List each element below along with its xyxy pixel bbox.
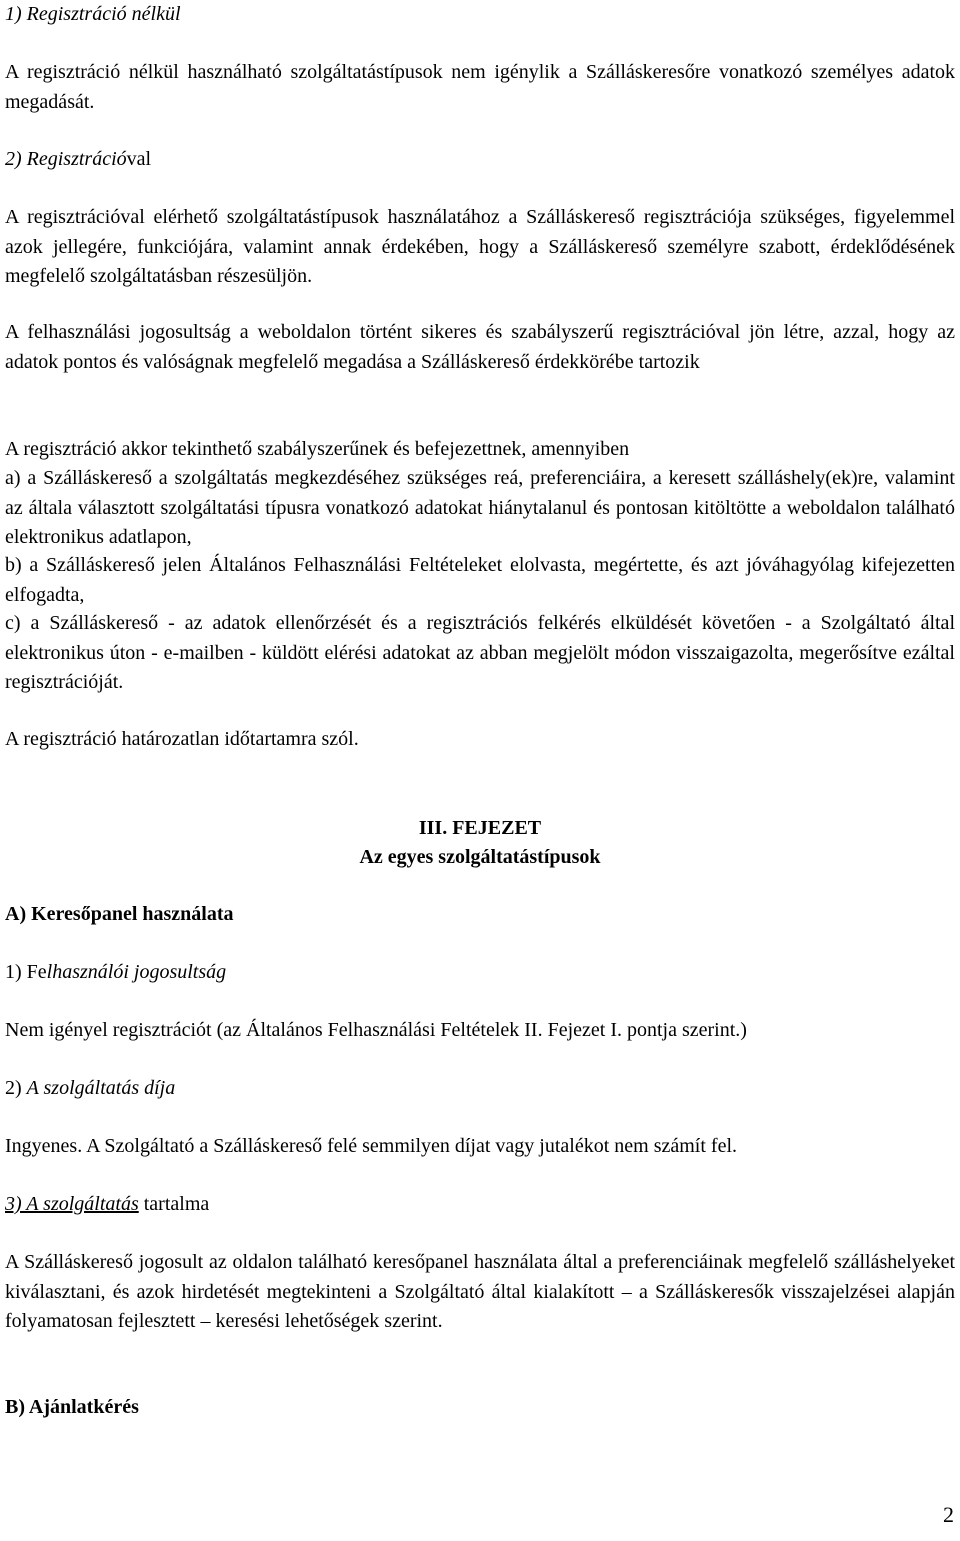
sectionA-sub3-heading (5, 1190, 955, 1220)
sectionA-sub1-prefix: 1) Fe (5, 961, 47, 983)
section2-item-b: b) a Szálláskereső jelen Általános Felhasználási Feltételeket elolvasta, megértette, és azt jóváhagyólag kifejezetten elfogadta, (5, 554, 955, 606)
section2-paragraph-2: A felhasználási jogosultság a weboldalon történt sikeres és szabályszerű regisztrációval jön létre, azzal, hogy az adatok pontos és valóságnak megfelelő megadása a Szálláskereső érdekkörébe tartozik (5, 321, 955, 373)
section2-paragraph-1: A regisztrációval elérhető szolgáltatástípusok használatához a Szálláskereső regisztrációja szükséges, figyelemmel azok jellegére, funkciójára, valamint annak érdekében, hogy a Szálláskereső személyre szabott, érdeklődésének megfelelő szolgáltatásban részesüljön. (5, 206, 955, 287)
section2-item-a: a) a Szálláskereső a szolgáltatás megkezdéséhez szükséges reá, preferenciáira, a keresett szálláshely(ek)re, valamint az általa választott szolgáltatási típusra vonatkozó adatokat hiánytalanul és pontosan kitöltötte a weboldalon található elektronikus adatlapon, (5, 467, 955, 548)
sectionA-sub1-italic: lhasználói jogosultság (46, 961, 227, 983)
sectionA-sub3-underlined: 3) A szolgáltatás (5, 1193, 139, 1215)
sectionA-sub1-heading (5, 958, 955, 988)
section2-heading-prefix: 2) Regisztráció (5, 148, 127, 170)
sectionA-sub2-prefix: 2) (5, 1077, 27, 1099)
sectionA-sub2-text: Ingyenes. A Szolgáltató a Szálláskereső felé semmilyen díjat vagy jutalékot nem számít fel. (5, 1135, 738, 1157)
chapter-number: III. FEJEZET (418, 817, 542, 839)
chapter-title: Az egyes szolgáltatástípusok (359, 846, 601, 868)
section1-heading: 1) Regisztráció nélkül (5, 3, 181, 25)
sectionA-sub3-text: A Szálláskereső jogosult az oldalon található keresőpanel használata által a preferenciáinak megfelelő szálláshelyeket kiválasztani, és azok hirdetését megtekinteni a Szolgáltató által kialakított – a Szálláskeresők visszajelzései alapján folyamatosan fejlesztett – keresési lehetőségek szerint. (5, 1251, 955, 1332)
sectionA-sub2-italic: A szolgáltatás díja (26, 1077, 176, 1099)
section1-paragraph: A regisztráció nélkül használható szolgáltatástípusok nem igénylik a Szálláskeresőre vonatkozó személyes adatok megadását. (5, 61, 955, 113)
section2-item-c: c) a Szálláskereső - az adatok ellenőrzését és a regisztrációs felkérés elküldését követően - a Szolgáltató által elektronikus úton - e-mailben - küldött elérési adatokat az abban megjelölt módon visszaigazolta, megerősítve ezáltal regisztrációját. (5, 612, 955, 693)
sectionA-heading: A) Keresőpanel használata (5, 903, 234, 925)
sectionA-sub1-text: Nem igényel regisztrációt (az Általános Felhasználási Feltételek II. Fejezet I. pontja szerint.) (5, 1019, 747, 1041)
page-number: 2 (943, 1502, 954, 1527)
sectionB-heading: B) Ajánlatkérés (5, 1396, 139, 1418)
section2-paragraph-4: A regisztráció határozatlan időtartamra szól. (5, 728, 359, 750)
section2-heading (5, 145, 955, 175)
section2-paragraph-3: A regisztráció akkor tekinthető szabályszerűnek és befejezettnek, amennyiben (5, 438, 630, 460)
sectionA-sub3-rest: tartalma (138, 1193, 210, 1215)
sectionA-sub2-heading (5, 1074, 955, 1104)
section2-heading-suffix: val (126, 148, 152, 170)
